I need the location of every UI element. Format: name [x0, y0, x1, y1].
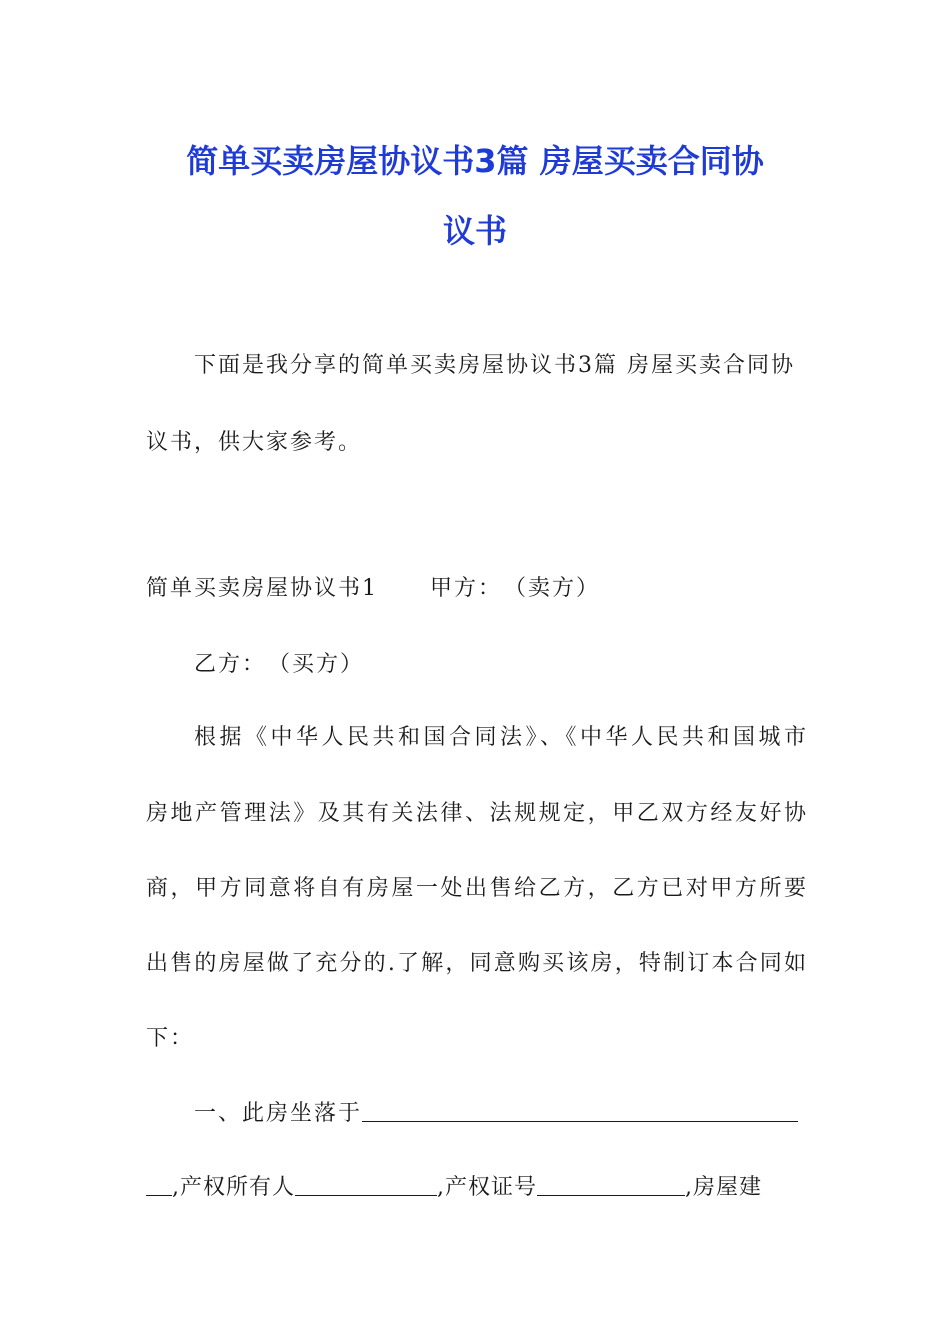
area-label: ,房屋建 — [685, 1175, 762, 1200]
intro-paragraph-line-2: 议书，供大家参考。 — [146, 430, 363, 455]
party-a-label: 甲方： （卖方） — [430, 576, 601, 601]
owner-blank — [295, 1175, 437, 1196]
party-b-label: 乙方： （买方） — [194, 652, 365, 677]
certificate-label: ,产权证号 — [437, 1175, 537, 1200]
body-paragraph-line-2: 房地产管理法》及其有关法律、法规规定，甲乙双方经友好协 — [146, 801, 806, 826]
body-paragraph-line-5: 下： — [146, 1026, 195, 1051]
document-title-line-1: 简单买卖房屋协议书3篇 房屋买卖合同协 — [186, 142, 764, 180]
clause-1-row — [194, 1096, 798, 1127]
intro-paragraph-line-1: 下面是我分享的简单买卖房屋协议书3篇 房屋买卖合同协 — [194, 353, 795, 378]
body-paragraph-line-3: 商，甲方同意将自有房屋一处出售给乙方，乙方已对甲方所要 — [146, 876, 806, 901]
section-heading-row — [146, 571, 600, 602]
location-blank — [362, 1101, 798, 1122]
location-blank-continued — [146, 1175, 172, 1196]
owner-label: ,产权所有人 — [172, 1175, 295, 1200]
section-heading: 简单买卖房屋协议书1 — [146, 576, 378, 601]
clause-1-continuation-row — [146, 1170, 762, 1201]
clause-1-label: 一、此房坐落于 — [194, 1101, 363, 1126]
certificate-blank — [537, 1175, 685, 1196]
body-paragraph-line-4: 出售的房屋做了充分的.了解，同意购买该房，特制订本合同如 — [146, 951, 806, 976]
body-paragraph-line-1: 根据《中华人民共和国合同法》、《中华人民共和国城市 — [194, 725, 806, 750]
document-title-line-2: 议书 — [442, 212, 507, 250]
